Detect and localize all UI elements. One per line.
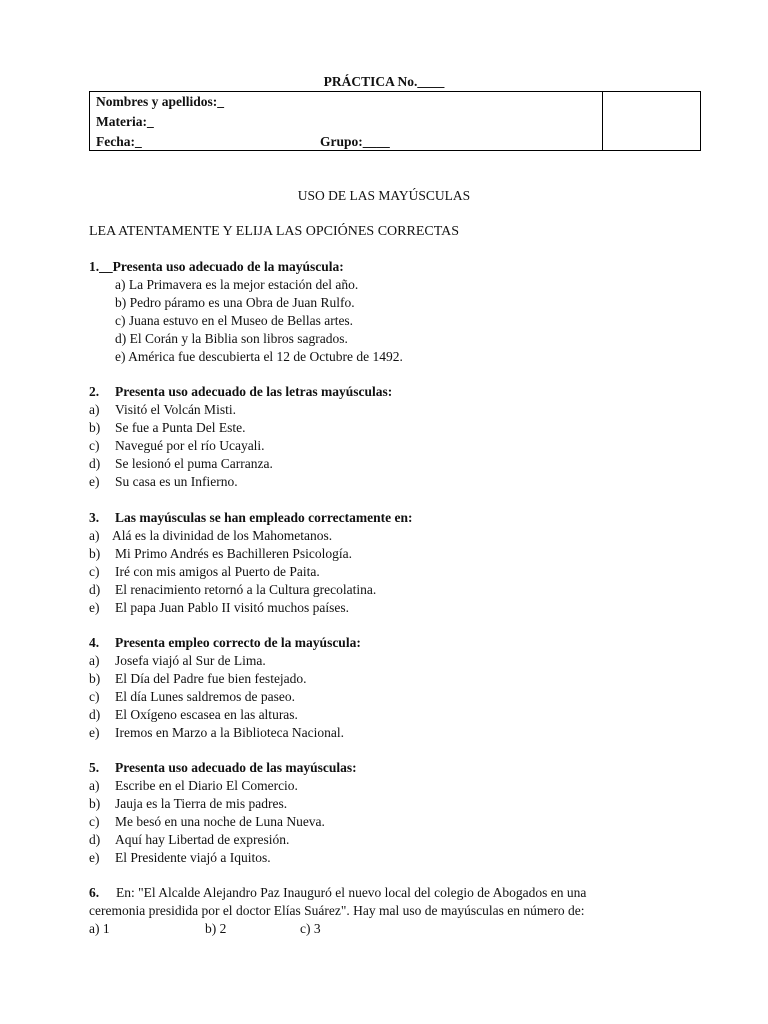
option-letter: a) — [89, 778, 100, 793]
option-letter: c) — [89, 814, 100, 829]
option-text: 3 — [313, 921, 321, 936]
name-field-label: Nombres y apellidos:_ — [96, 94, 225, 109]
option-letter: d) — [89, 832, 101, 847]
question-2-number: 2. — [89, 384, 100, 399]
option-letter: e) — [89, 850, 100, 865]
option-text: Iré con mis amigos al Puerto de Paita. — [115, 564, 320, 579]
option-c[interactable] — [89, 814, 325, 830]
option-letter: b) — [89, 420, 101, 435]
option-letter: a) — [115, 277, 126, 292]
option-text: 2 — [219, 921, 227, 936]
option-a[interactable] — [89, 528, 332, 544]
option-b[interactable] — [89, 420, 245, 436]
option-letter: b) — [89, 796, 101, 811]
option-text: Se lesionó el puma Carranza. — [115, 456, 273, 471]
option-text: Aquí hay Libertad de expresión. — [115, 832, 290, 847]
option-text: Su casa es un Infierno. — [115, 474, 238, 489]
option-d[interactable] — [115, 331, 348, 347]
option-letter: a) — [89, 402, 100, 417]
option-d[interactable] — [89, 456, 273, 472]
answer-c[interactable] — [300, 921, 321, 937]
option-letter: a) — [89, 653, 100, 668]
option-text: Navegué por el río Ucayali. — [115, 438, 265, 453]
option-text: Me besó en una noche de Luna Nueva. — [115, 814, 325, 829]
option-text: El renacimiento retornó a la Cultura grecolatina. — [115, 582, 377, 597]
option-letter: d) — [115, 331, 127, 346]
option-text: Iremos en Marzo a la Biblioteca Nacional. — [115, 725, 345, 740]
answer-a[interactable] — [89, 921, 110, 937]
question-6-line-2: ceremonia presidida por el doctor Elías Suárez". Hay mal uso de mayúsculas en número de: — [89, 903, 585, 918]
option-text: América fue descubierta el 12 de Octubre de 1492. — [128, 349, 403, 364]
option-letter: c) — [115, 313, 126, 328]
option-e[interactable] — [115, 349, 403, 365]
option-text: Pedro páramo es una Obra de Juan Rulfo. — [129, 295, 355, 310]
option-text: Josefa viajó al Sur de Lima. — [115, 653, 266, 668]
option-letter: c) — [89, 438, 100, 453]
question-1-stem: 1.__Presenta uso adecuado de la mayúscula: — [89, 259, 344, 274]
answer-b[interactable] — [205, 921, 226, 937]
question-4-stem: Presenta empleo correcto de la mayúscula: — [115, 635, 361, 650]
group-field-label: Grupo:____ — [320, 134, 390, 149]
option-text: El Corán y la Biblia son libros sagrados. — [129, 331, 348, 346]
option-a[interactable] — [115, 277, 358, 293]
option-text: La Primavera es la mejor estación del año. — [128, 277, 359, 292]
option-c[interactable] — [89, 689, 295, 705]
option-b[interactable] — [89, 546, 352, 562]
option-b[interactable] — [89, 796, 287, 812]
option-letter: d) — [89, 456, 101, 471]
option-e[interactable] — [89, 474, 238, 490]
option-letter: e) — [115, 349, 126, 364]
option-text: Se fue a Punta Del Este. — [115, 420, 246, 435]
option-text: El Oxígeno escasea en las alturas. — [115, 707, 298, 722]
section-title: USO DE LAS MAYÚSCULAS — [297, 188, 471, 203]
option-letter: b) — [89, 546, 101, 561]
question-4-number: 4. — [89, 635, 100, 650]
option-text: El Día del Padre fue bien festejado. — [115, 671, 307, 686]
option-letter: e) — [89, 600, 100, 615]
option-c[interactable] — [89, 438, 265, 454]
option-letter: d) — [89, 707, 101, 722]
question-6-line-1: En: "El Alcalde Alejandro Paz Inauguró el nuevo local del colegio de Abogados en una — [116, 885, 587, 900]
option-letter: e) — [89, 474, 100, 489]
option-d[interactable] — [89, 832, 289, 848]
option-e[interactable] — [89, 725, 344, 741]
option-b[interactable] — [89, 671, 307, 687]
question-5-stem: Presenta uso adecuado de las mayúsculas: — [115, 760, 357, 775]
box-divider — [602, 92, 603, 150]
practice-title: PRÁCTICA No.____ — [323, 74, 445, 89]
option-text: Visitó el Volcán Misti. — [115, 402, 236, 417]
subject-field-label: Materia:_ — [96, 114, 154, 129]
option-letter: b) — [115, 295, 127, 310]
question-6-number: 6. — [89, 885, 100, 900]
option-text: Juana estuvo en el Museo de Bellas artes. — [128, 313, 354, 328]
question-2-stem: Presenta uso adecuado de las letras mayúsculas: — [115, 384, 393, 399]
option-e[interactable] — [89, 600, 349, 616]
option-letter: c) — [89, 564, 100, 579]
option-letter: a) — [89, 528, 100, 543]
option-text: Jauja es la Tierra de mis padres. — [115, 796, 288, 811]
instruction-heading: LEA ATENTAMENTE Y ELIJA LAS OPCIÓNES CORRECTAS — [89, 224, 460, 239]
option-c[interactable] — [89, 564, 320, 580]
option-b[interactable] — [115, 295, 355, 311]
option-text: El Presidente viajó a Iquitos. — [115, 850, 271, 865]
option-text: Alá es la divinidad de los Mahometanos. — [112, 528, 333, 543]
student-info-box — [89, 91, 701, 151]
option-d[interactable] — [89, 582, 376, 598]
date-field-label: Fecha:_ — [96, 134, 142, 149]
option-d[interactable] — [89, 707, 298, 723]
option-text: 1 — [102, 921, 110, 936]
option-e[interactable] — [89, 850, 271, 866]
option-text: El papa Juan Pablo II visitó muchos países. — [115, 600, 349, 615]
question-3-number: 3. — [89, 510, 100, 525]
option-letter: e) — [89, 725, 100, 740]
option-text: Escribe en el Diario El Comercio. — [115, 778, 298, 793]
question-5-number: 5. — [89, 760, 100, 775]
option-letter: c) — [89, 689, 100, 704]
option-text: Mi Primo Andrés es Bachilleren Psicología. — [115, 546, 352, 561]
question-3-stem: Las mayúsculas se han empleado correctamente en: — [115, 510, 413, 525]
option-c[interactable] — [115, 313, 353, 329]
option-letter: d) — [89, 582, 101, 597]
option-letter: b) — [89, 671, 101, 686]
option-letter: b) — [205, 921, 217, 936]
option-a[interactable] — [89, 402, 236, 418]
option-a[interactable] — [89, 653, 266, 669]
option-letter: a) — [89, 921, 100, 936]
option-letter: c) — [300, 921, 311, 936]
option-a[interactable] — [89, 778, 298, 794]
option-text: El día Lunes saldremos de paseo. — [115, 689, 295, 704]
